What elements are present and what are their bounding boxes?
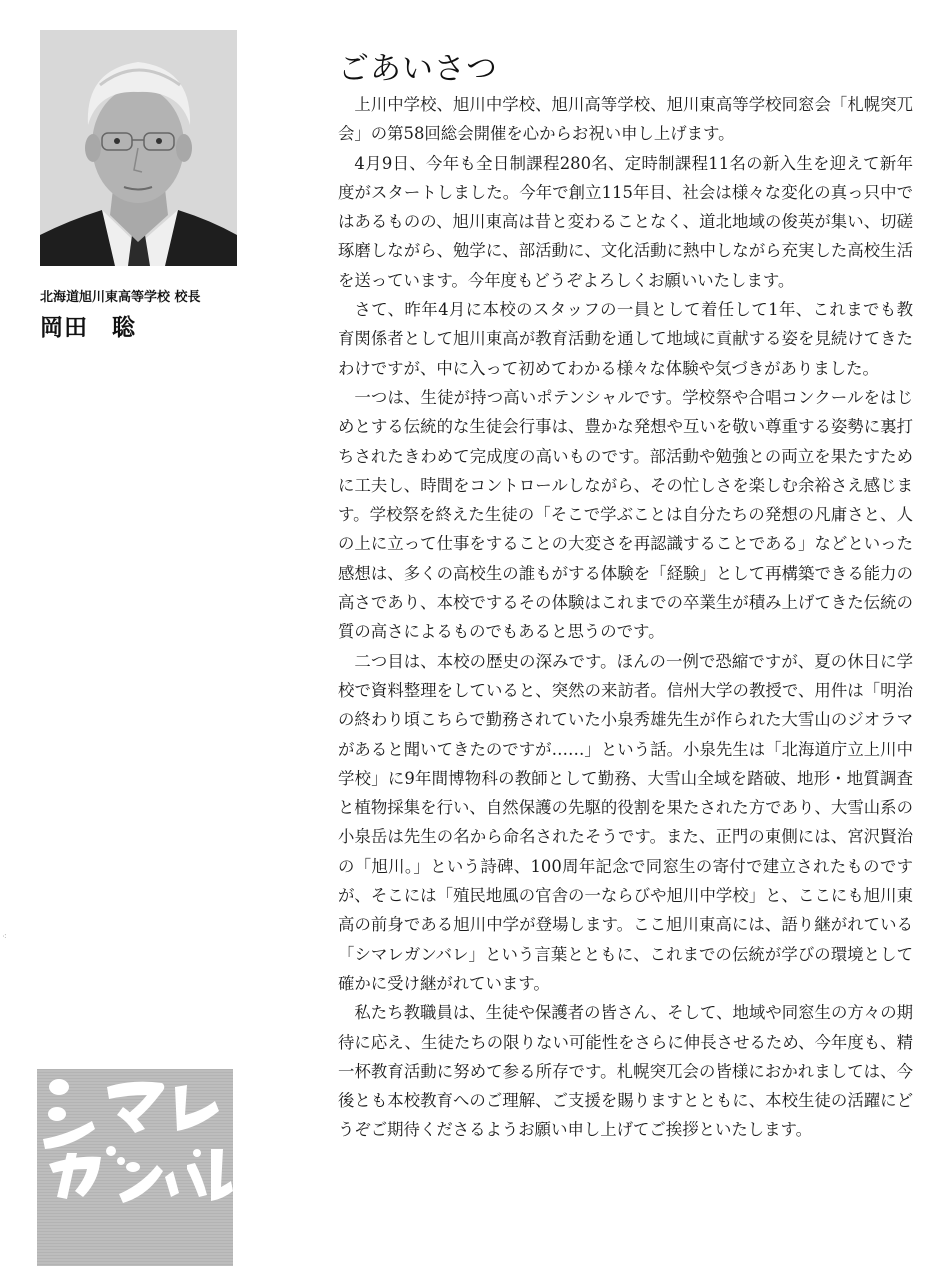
scan-speck: ⁖: [2, 932, 7, 941]
principal-title: 北海道旭川東高等学校 校長: [40, 290, 201, 305]
paragraph-first-year: さて、昨年4月に本校のスタッフの一員として着任して1年、これまでも教育関係者として旭川東高が教育活動を通して地域に貢献する姿を見続けてきたわけですが、中に入って初めてわかる様々な体験や気づきがありました。: [338, 300, 913, 378]
paragraph-closing: 私たち教職員は、生徒や保護者の皆さん、そして、地域や同窓生の方々の期待に応え、生徒たちの限りない可能性をさらに伸長させるため、今年度も、精一杯教育活動に努めて参る所存です。札幌突兀会の皆様におかれましては、今後とも本校教育へのご理解、ご支援を賜りますとともに、本校生徒の活躍にどうぞご期待くださるようお願い申し上げてご挨拶といたします。: [338, 1003, 913, 1140]
shimare-ganbare-logo: [37, 1069, 233, 1266]
principal-name: 岡田 聡: [40, 314, 136, 341]
paragraph-history: 二つ目は、本校の歴史の深みです。ほんの一例で恐縮ですが、夏の休日に学校で資料整理をしていると、突然の来訪者。信州大学の教授で、用件は「明治の終わり頃こちらで勤務されていた小泉秀雄先生が作られた大雪山のジオラマがあると聞いてきたのですが……」という話。小泉先生は「北海道庁立上川中学校」に9年間博物科の教師として勤務、大雪山全域を踏破、地形・地質調査と植物採集を行い、自然保護の先駆的役割を果たされた方であり、大雪山系の小泉岳は先生の名から命名されたそうです。また、正門の東側には、宮沢賢治の「旭川。」という詩碑、100周年記念で同窓生の寄付で建立されたものですが、そこには「殖民地風の官舎の一ならびや旭川中学校」と、ここにも旭川東高の前身である旭川中学が登場します。ここ旭川東高には、語り継がれている「シマレガンバレ」という言葉とともに、これまでの伝統が学びの環境として確かに受け継がれています。: [338, 651, 913, 993]
portrait-figure-icon: [40, 30, 237, 266]
paragraph-greeting: 上川中学校、旭川中学校、旭川高等学校、旭川東高等学校同窓会「札幌突兀会」の第58回総会開催を心からお祝い申し上げます。: [338, 95, 913, 144]
article-heading: ごあいさつ: [338, 50, 498, 87]
calligraphy-logo-icon: [37, 1069, 233, 1266]
article-body: [338, 90, 913, 1145]
paragraph-potential: 一つは、生徒が持つ高いポテンシャルです。学校祭や合唱コンクールをはじめとする伝統的な生徒会行事は、豊かな発想や互いを敬い尊重する姿勢に裏打ちされたきわめて完成度の高いものです。部活動や勉強との両立を果たすために工夫し、時間をコントロールしながら、その忙しさを楽しむ余裕さえ感じます。学校祭を終えた生徒の「そこで学ぶことは自分たちの発想の凡庸さと、人の上に立って仕事をすることの大変さを再認識することである」などといった感想は、多くの高校生の誰もがする体験を「経験」として再構築できる能力の高さであり、本校でするその体験はこれまでの卒業生が積み上げてきた伝統の質の高さによるものでもあると思うのです。: [338, 387, 913, 642]
paragraph-new-year: 4月9日、今年も全日制課程280名、定時制課程11名の新入生を迎えて新年度がスタートしました。今年で創立115年目、社会は様々な変化の真っ只中ではあるものの、旭川東高は昔と変わることなく、道北地域の俊英が集い、切磋琢磨しながら、勉学に、部活動に、文化活動に熱中しながら充実した高校生活を送っています。今年度もどうぞよろしくお願いいたします。: [338, 153, 913, 290]
principal-portrait-photo: [40, 30, 237, 266]
